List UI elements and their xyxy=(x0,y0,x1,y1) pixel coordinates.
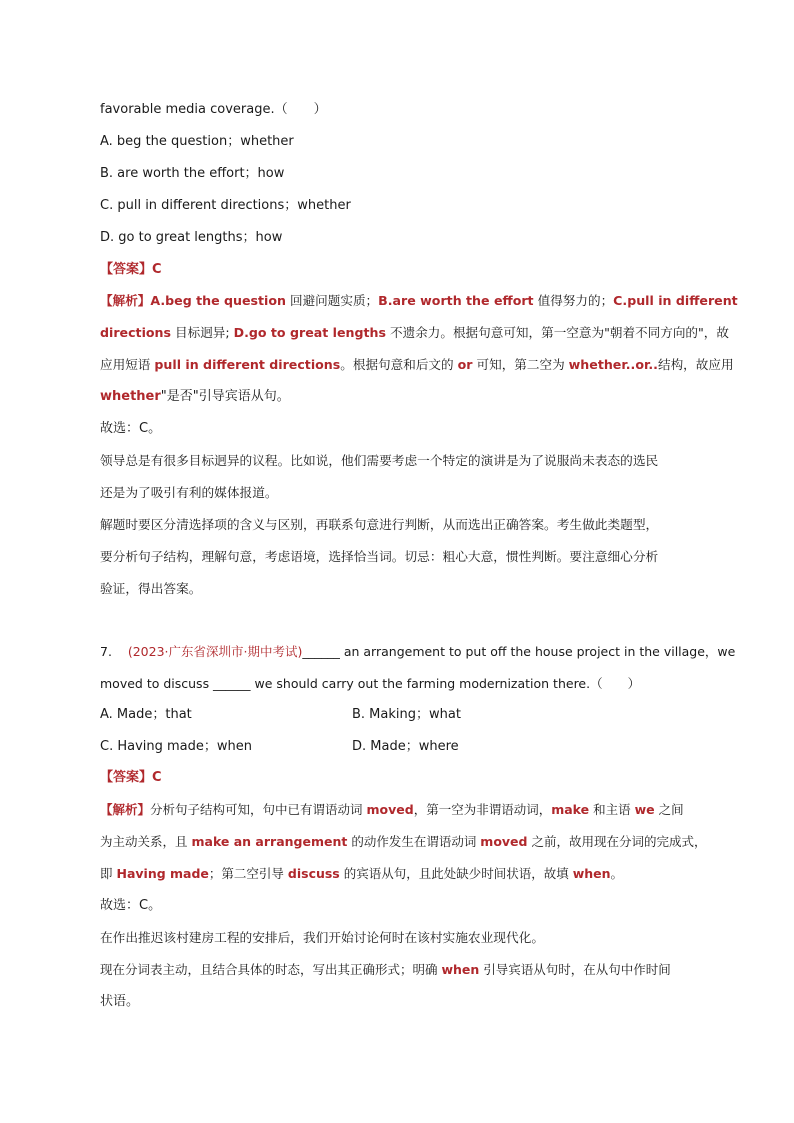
q6-analysis-line-4 xyxy=(100,387,290,407)
q6-option-a: A. beg the question；whether xyxy=(100,134,294,149)
q6-analysis-line-1 xyxy=(100,291,738,311)
text: ；第二空引导 xyxy=(208,866,288,881)
q7-options-row-2 xyxy=(100,737,660,757)
text: 和主语 xyxy=(589,802,635,817)
gloss: 不遗余力。根据句意可知，第一空意为"朝着不同方向的"，故 xyxy=(385,325,729,340)
q7-analysis-line-2 xyxy=(100,832,706,852)
term: or xyxy=(457,357,473,372)
q7-answer xyxy=(100,768,162,788)
q6-tip-1: 解题时要区分清选择项的含义与区别，再联系句意进行判断，从而选出正确答案。考生做此类题型， xyxy=(100,517,659,532)
text: 之前，故用现在分词的完成式， xyxy=(527,834,707,849)
term: we xyxy=(634,802,655,817)
q6-tip-3: 验证，得出答案。 xyxy=(100,581,202,596)
gloss: 值得努力的； xyxy=(533,293,614,308)
q7-options-row-1 xyxy=(100,705,660,725)
q6-option-b: B. are worth the effort；how xyxy=(100,166,285,181)
stem-text: ______ an arrangement to put off the house project in the village，we xyxy=(302,644,736,659)
question-number: 7. xyxy=(100,644,112,659)
answer-label: 【答案】 xyxy=(100,770,153,785)
term: make xyxy=(551,802,590,817)
term: whether..or.. xyxy=(568,357,658,372)
q6-answer xyxy=(100,260,162,280)
term: Having made xyxy=(116,866,209,881)
term: pull in different directions xyxy=(154,357,341,372)
answer-label: 【答案】 xyxy=(100,262,153,277)
term: A.beg the question xyxy=(150,293,286,308)
q7-stem-line-2: moved to discuss ______ we should carry out the farming modernization there.（ ） xyxy=(100,676,641,691)
analysis-label: 【解析】 xyxy=(100,293,151,308)
text: 分析句子结构可知，句中已有谓语动词 xyxy=(150,802,367,817)
term: directions xyxy=(100,325,171,340)
q6-translation-1: 领导总是有很多目标迥异的议程。比如说，他们需要考虑一个特定的演讲是为了说服尚未表态的选民 xyxy=(100,453,659,468)
text: 应用短语 xyxy=(100,357,155,372)
term: whether xyxy=(100,389,161,404)
text: 。根据句意和后文的 xyxy=(340,357,458,372)
q7-stem-line-1 xyxy=(100,642,735,662)
text: 的动作发生在谓语动词 xyxy=(347,834,481,849)
text: ，第一空为非谓语动词， xyxy=(413,802,552,817)
q7-tip-1 xyxy=(100,960,671,980)
term: when xyxy=(572,866,611,881)
q6-stem-tail: favorable media coverage.（ ） xyxy=(100,102,327,117)
question-source: (2023·广东省深圳市·期中考试) xyxy=(127,644,303,659)
text: 结构，故应用 xyxy=(657,357,734,372)
text: 即 xyxy=(100,866,117,881)
q7-option-d: D. Made；where xyxy=(352,739,459,754)
term: D.go to great lengths xyxy=(233,325,386,340)
text: 的宾语从句，且此处缺少时间状语，故填 xyxy=(339,866,573,881)
q6-analysis-line-3 xyxy=(100,355,734,375)
q7-translation: 在作出推迟该村建房工程的安排后，我们开始讨论何时在该村实施农业现代化。 xyxy=(100,930,545,945)
text: "是否"引导宾语从句。 xyxy=(160,389,290,404)
q6-analysis-line-2 xyxy=(100,323,729,343)
q7-choose: 故选：C。 xyxy=(100,898,162,913)
q7-option-c: C. Having made；when xyxy=(100,739,253,754)
gloss: 目标迥异; xyxy=(171,325,234,340)
q6-option-c: C. pull in different directions；whether xyxy=(100,198,351,213)
term: moved xyxy=(366,802,414,817)
q7-analysis-line-1 xyxy=(100,800,684,820)
gloss: 回避问题实质； xyxy=(285,293,379,308)
q7-option-a: A. Made；that xyxy=(100,707,192,722)
q7-option-b: B. Making；what xyxy=(352,707,461,722)
text: 可知，第二空为 xyxy=(472,357,569,372)
term: moved xyxy=(480,834,528,849)
term: make an arrangement xyxy=(191,834,348,849)
q6-translation-2: 还是为了吸引有利的媒体报道。 xyxy=(100,485,278,500)
answer-value: C xyxy=(152,262,162,277)
text: 之间 xyxy=(654,802,684,817)
term: discuss xyxy=(287,866,340,881)
q6-option-d: D. go to great lengths；how xyxy=(100,230,283,245)
q7-tip-2: 状语。 xyxy=(100,994,140,1009)
analysis-label: 【解析】 xyxy=(100,802,151,817)
text: 。 xyxy=(610,866,624,881)
q7-analysis-line-3 xyxy=(100,864,623,884)
term: when xyxy=(441,962,480,977)
answer-value: C xyxy=(152,770,162,785)
q6-choose: 故选：C。 xyxy=(100,421,162,436)
term: B.are worth the effort xyxy=(378,293,534,308)
text: 为主动关系，且 xyxy=(100,834,192,849)
text: 引导宾语从句时，在从句中作时间 xyxy=(479,962,671,977)
text: 现在分词表主动，且结合具体的时态，写出其正确形式；明确 xyxy=(100,962,442,977)
q6-tip-2: 要分析句子结构，理解句意，考虑语境，选择恰当词。切忌：粗心大意，惯性判断。要注意细心分析 xyxy=(100,549,659,564)
term: C.pull in different xyxy=(613,293,738,308)
